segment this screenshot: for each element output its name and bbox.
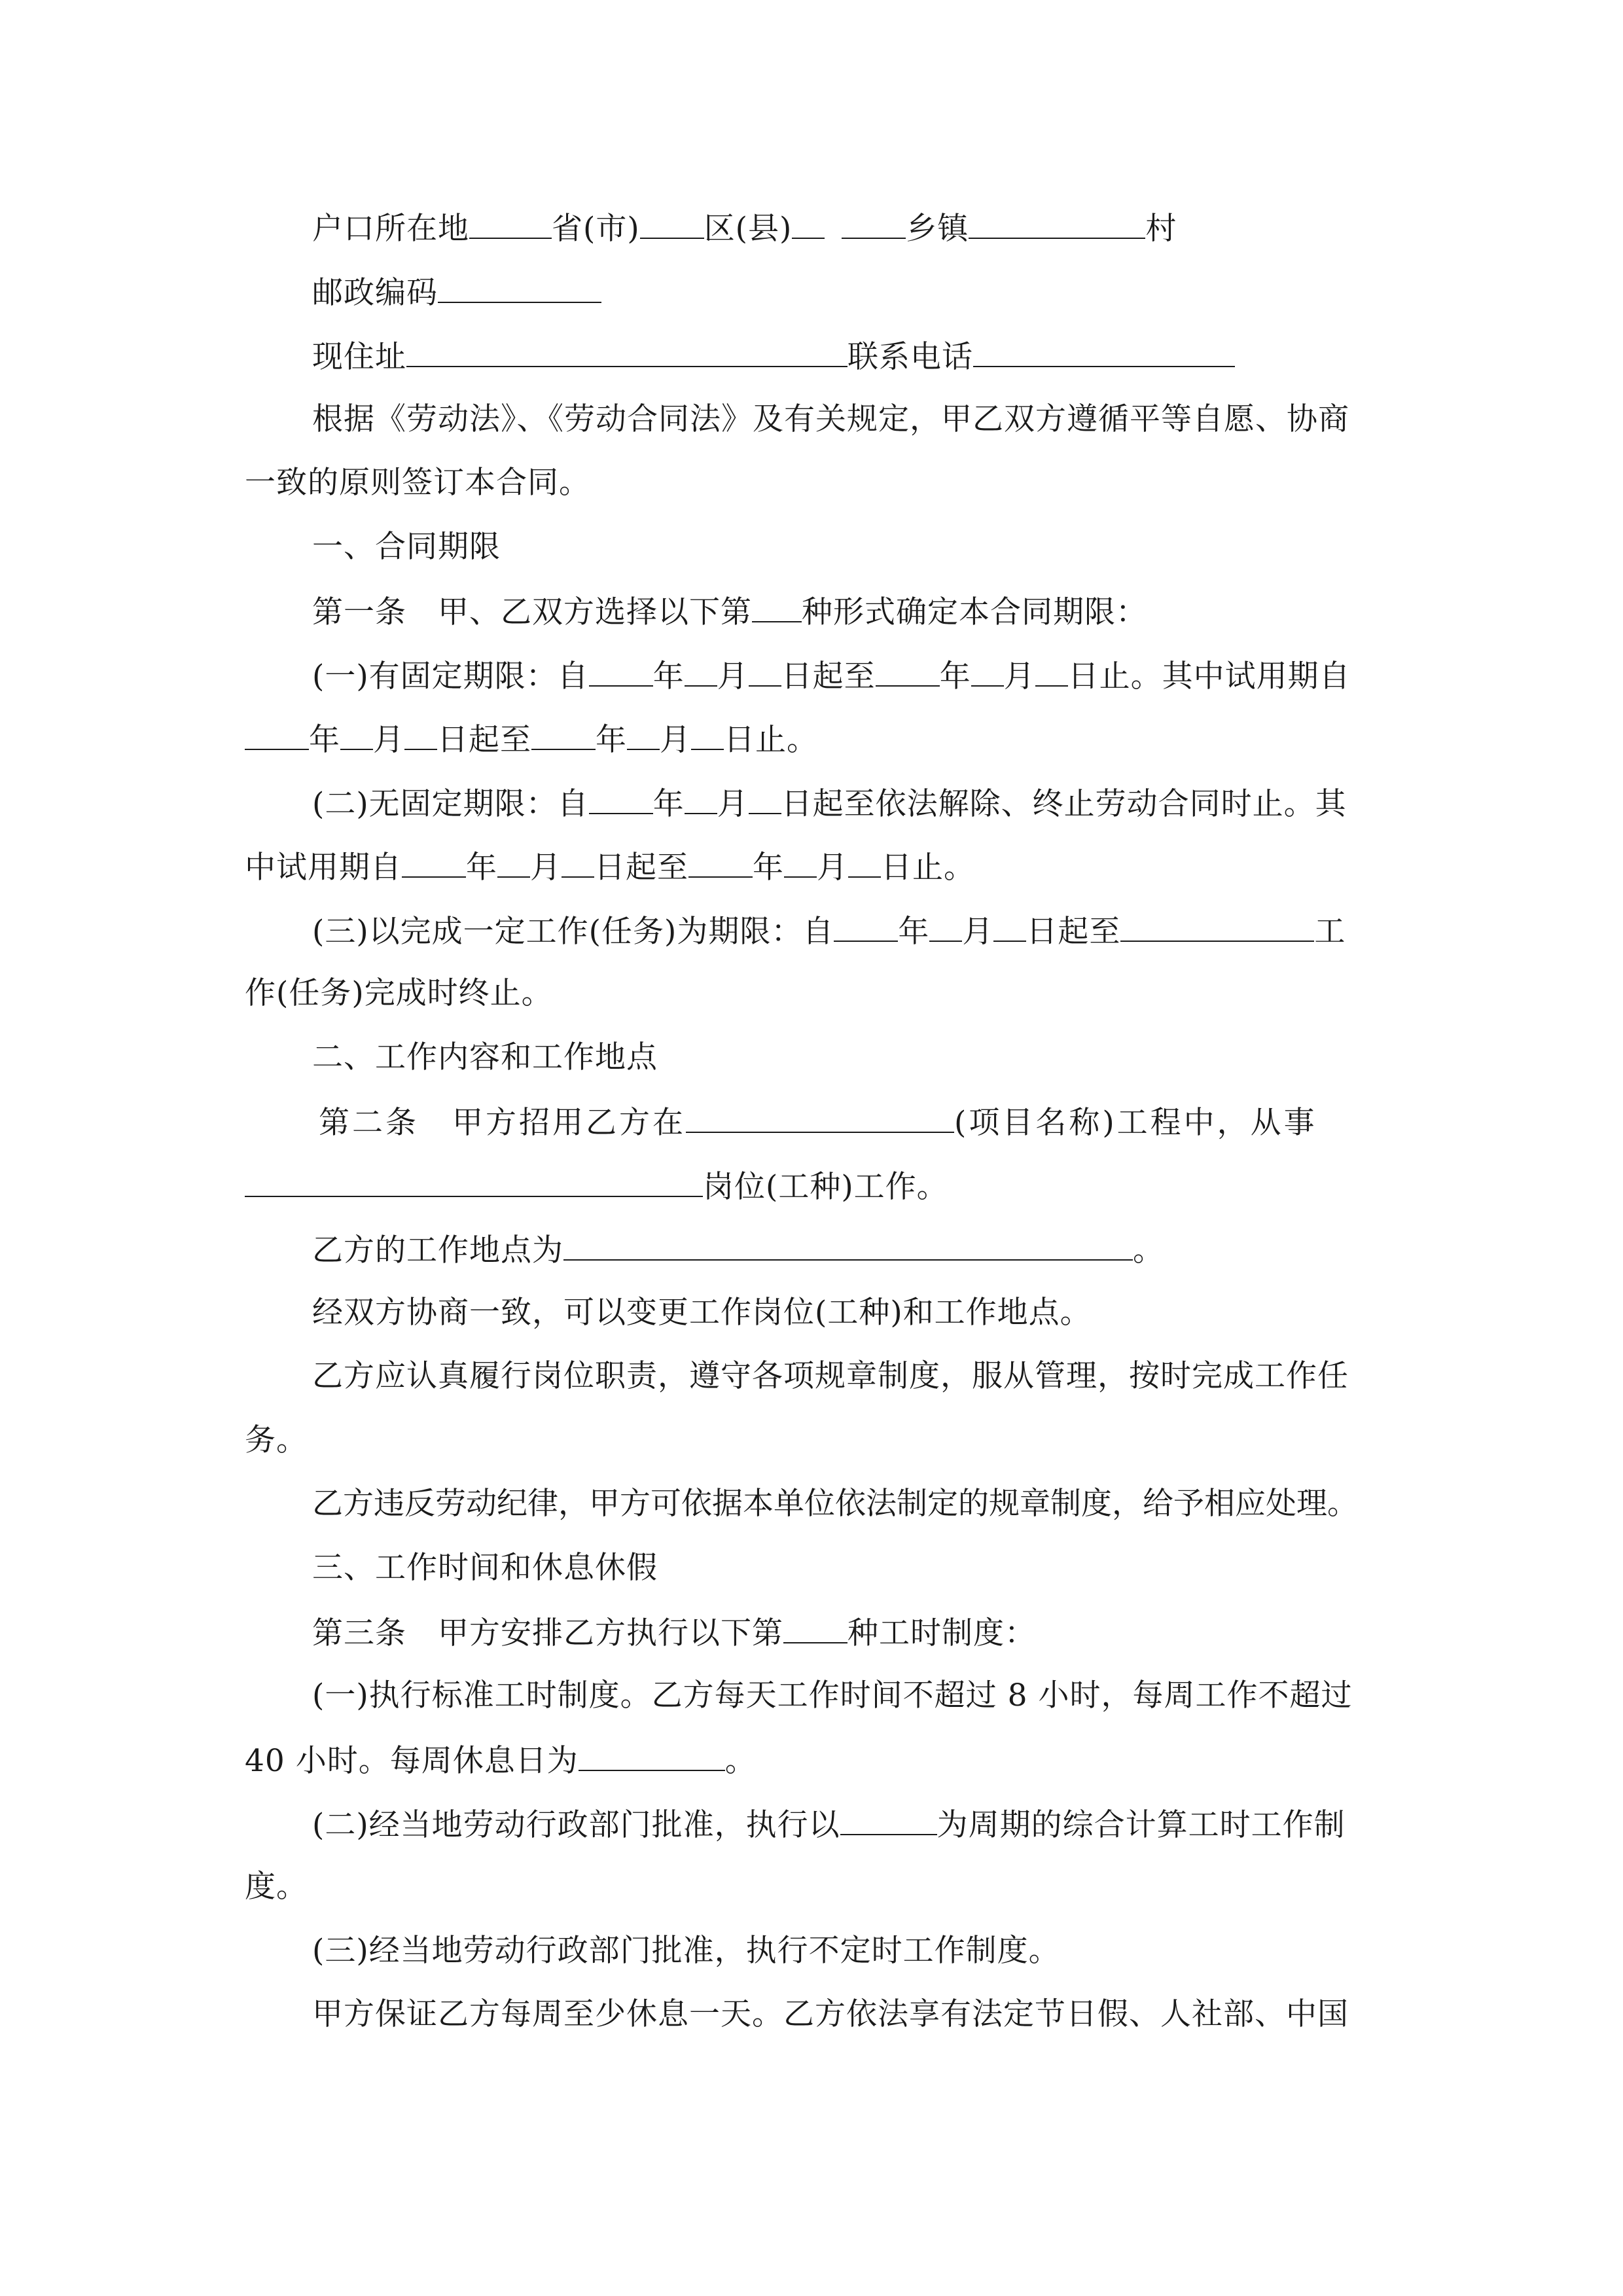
text-segment: 中试用期自 [245,850,402,886]
text-segment: 年 [753,850,784,886]
text-segment: 一、合同期限 [312,529,501,565]
text-segment: (一)执行标准工时制度。乙方每天工作时间不超过 8 小时，每周工作不超过 [312,1677,1353,1713]
text-line-preamble [312,400,1349,439]
text-segment: 种工时制度： [847,1615,1036,1651]
text-segment: 乙方的工作地点为 [312,1232,563,1268]
text-segment: 日起至 [781,658,876,694]
text-segment: 日起至 [594,850,688,886]
fill-blank [640,207,704,239]
text-segment: 第三条 甲方安排乙方执行以下第 [312,1615,783,1651]
fill-blank [686,1102,954,1133]
section-heading-work-content [312,1038,658,1077]
fill-blank [627,719,660,750]
fill-blank [749,783,781,814]
fill-blank [579,1740,725,1771]
text-line-rest-days [312,1995,1349,2034]
text-line-standard-hours [312,1676,1352,1715]
fill-blank [562,846,594,878]
text-line-article-1 [312,591,1147,630]
text-line-task-term [312,910,1346,950]
text-segment: 第二条 甲方招用乙方在 [319,1105,686,1141]
text-segment: 年 [898,914,930,950]
text-segment: 工 [1314,914,1346,950]
text-segment: 月 [660,722,691,758]
text-segment: 日起至依法解除、终止劳动合同时止。其 [781,786,1347,822]
text-segment: 甲方保证乙方每周至少休息一天。乙方依法享有法定节日假、人社部、中国 [312,1996,1349,2032]
fill-blank [438,272,601,303]
text-segment: 乙方违反劳动纪律，甲方可依据本单位依法制定的规章制度，给予相应处理。 [312,1486,1358,1522]
text-segment: 区(县) [704,211,793,247]
fill-blank [406,336,847,367]
text-line-comprehensive-hours [312,1804,1346,1843]
text-segment: 月 [373,722,404,758]
fill-blank [497,846,530,878]
text-segment: 户口所在地 [312,211,469,247]
text-segment: (二)无固定期限：自 [312,786,589,822]
text-segment: 月 [717,786,749,822]
text-segment: 第一条 甲、乙双方选择以下第 [312,594,752,630]
text-segment: 月 [530,850,562,886]
text-line-open-term-cont [245,846,975,886]
text-segment: 。 [1133,1232,1164,1268]
text-line-duties [312,1357,1349,1396]
section-heading-working-hours [312,1549,658,1588]
text-line-task-term-cont [245,974,553,1013]
text-segment: 邮政编码 [312,275,438,311]
text-segment: 务。 [245,1422,308,1458]
text-segment: (三)经当地劳动行政部门批准，执行不定时工作制度。 [312,1933,1060,1969]
text-segment: 乙方应认真履行岗位职责，遵守各项规章制度，服从管理，按时完成工作任 [312,1358,1349,1394]
text-segment: 联系电话 [847,339,973,375]
fill-blank [848,846,881,878]
text-segment: 为周期的综合计算工时工作制 [936,1807,1346,1843]
text-line-current-address [312,336,1235,375]
text-line-article-2-cont [245,1166,948,1205]
text-segment: 一致的原则签订本合同。 [245,465,590,501]
fill-blank [688,846,753,878]
fill-blank [929,910,962,942]
fill-blank [340,719,373,750]
text-segment: 日止。其中试用期自 [1067,658,1351,694]
fill-blank [563,1229,1133,1261]
fill-blank [840,1804,937,1835]
text-segment: 年 [466,850,497,886]
text-segment: 二、工作内容和工作地点 [312,1039,658,1075]
text-segment: 日起至 [1026,914,1121,950]
fill-blank [245,719,309,750]
text-segment: 40 小时。每周休息日为 [245,1743,579,1779]
text-line-standard-hours-cont [245,1740,757,1779]
text-segment: 月 [717,658,749,694]
text-segment: 。 [724,1743,757,1779]
text-segment: 种形式确定本合同期限： [802,594,1147,630]
fill-blank [783,1612,847,1643]
fill-blank [993,910,1026,942]
fill-blank [402,846,466,878]
fill-blank [691,719,724,750]
text-line-change-position [312,1293,1092,1333]
fill-blank [752,591,802,622]
text-segment: (二)经当地劳动行政部门批准，执行以 [312,1807,840,1843]
text-segment: 根据《劳动法》、《劳动合同法》及有关规定，甲乙双方遵循平等自愿、协商 [312,401,1349,437]
fill-blank [1120,910,1314,942]
text-segment: 日止。 [724,722,818,758]
section-heading-contract-term [312,528,501,567]
fill-blank [1035,655,1068,687]
fill-blank [404,719,437,750]
fill-blank [531,719,596,750]
text-segment: 日止。 [881,850,975,886]
text-segment: 年 [309,722,340,758]
text-segment: (项目名称)工程中，从事 [954,1105,1317,1141]
text-line-preamble-cont [245,463,590,503]
text-segment: 年 [939,658,971,694]
text-line-article-2 [319,1102,1317,1141]
fill-blank [876,655,940,687]
text-line-postal-code [312,272,601,311]
fill-blank [589,783,653,814]
text-line-flexible-hours [312,1931,1060,1971]
fill-blank [784,846,817,878]
text-segment: (一)有固定期限：自 [312,658,589,694]
text-segment: 现住址 [312,339,406,375]
text-segment: 月 [1003,658,1035,694]
text-segment: 经双方协商一致，可以变更工作岗位(工种)和工作地点。 [312,1295,1092,1331]
fill-blank [469,207,552,239]
fill-blank [245,1166,703,1197]
fill-blank [589,655,653,687]
fill-blank [685,655,717,687]
text-segment: 省(市) [552,211,640,247]
text-line-open-term [312,783,1347,822]
text-line-fixed-term-cont [245,719,818,758]
text-segment: 年 [596,722,627,758]
text-segment: 月 [817,850,848,886]
fill-blank [685,783,717,814]
text-line-comprehensive-hours-cont [245,1867,308,1907]
text-line-work-location [312,1229,1164,1268]
fill-blank [973,336,1235,367]
text-segment: 作(任务)完成时终止。 [245,975,553,1011]
fill-blank [842,207,906,239]
text-segment: 日起至 [437,722,531,758]
fill-blank [834,910,898,942]
text-segment: 三、工作时间和休息休假 [312,1550,658,1586]
text-segment: 村 [1145,211,1177,247]
fill-blank [969,207,1145,239]
text-segment: 乡镇 [906,211,969,247]
text-line-fixed-term [312,655,1351,694]
text-segment: 年 [652,658,685,694]
text-line-duties-cont [245,1421,308,1460]
fill-blank [749,655,781,687]
text-line-article-3 [312,1612,1036,1651]
text-line-discipline [312,1484,1358,1524]
text-segment: 月 [962,914,994,950]
text-segment: (三)以完成一定工作(任务)为期限：自 [312,914,834,950]
fill-blank [792,207,825,239]
text-segment: 度。 [245,1869,308,1905]
fill-blank [971,655,1004,687]
text-segment: 岗位(工种)工作。 [703,1169,948,1205]
text-segment: 年 [652,786,685,822]
text-line-household-registration [312,207,1177,247]
